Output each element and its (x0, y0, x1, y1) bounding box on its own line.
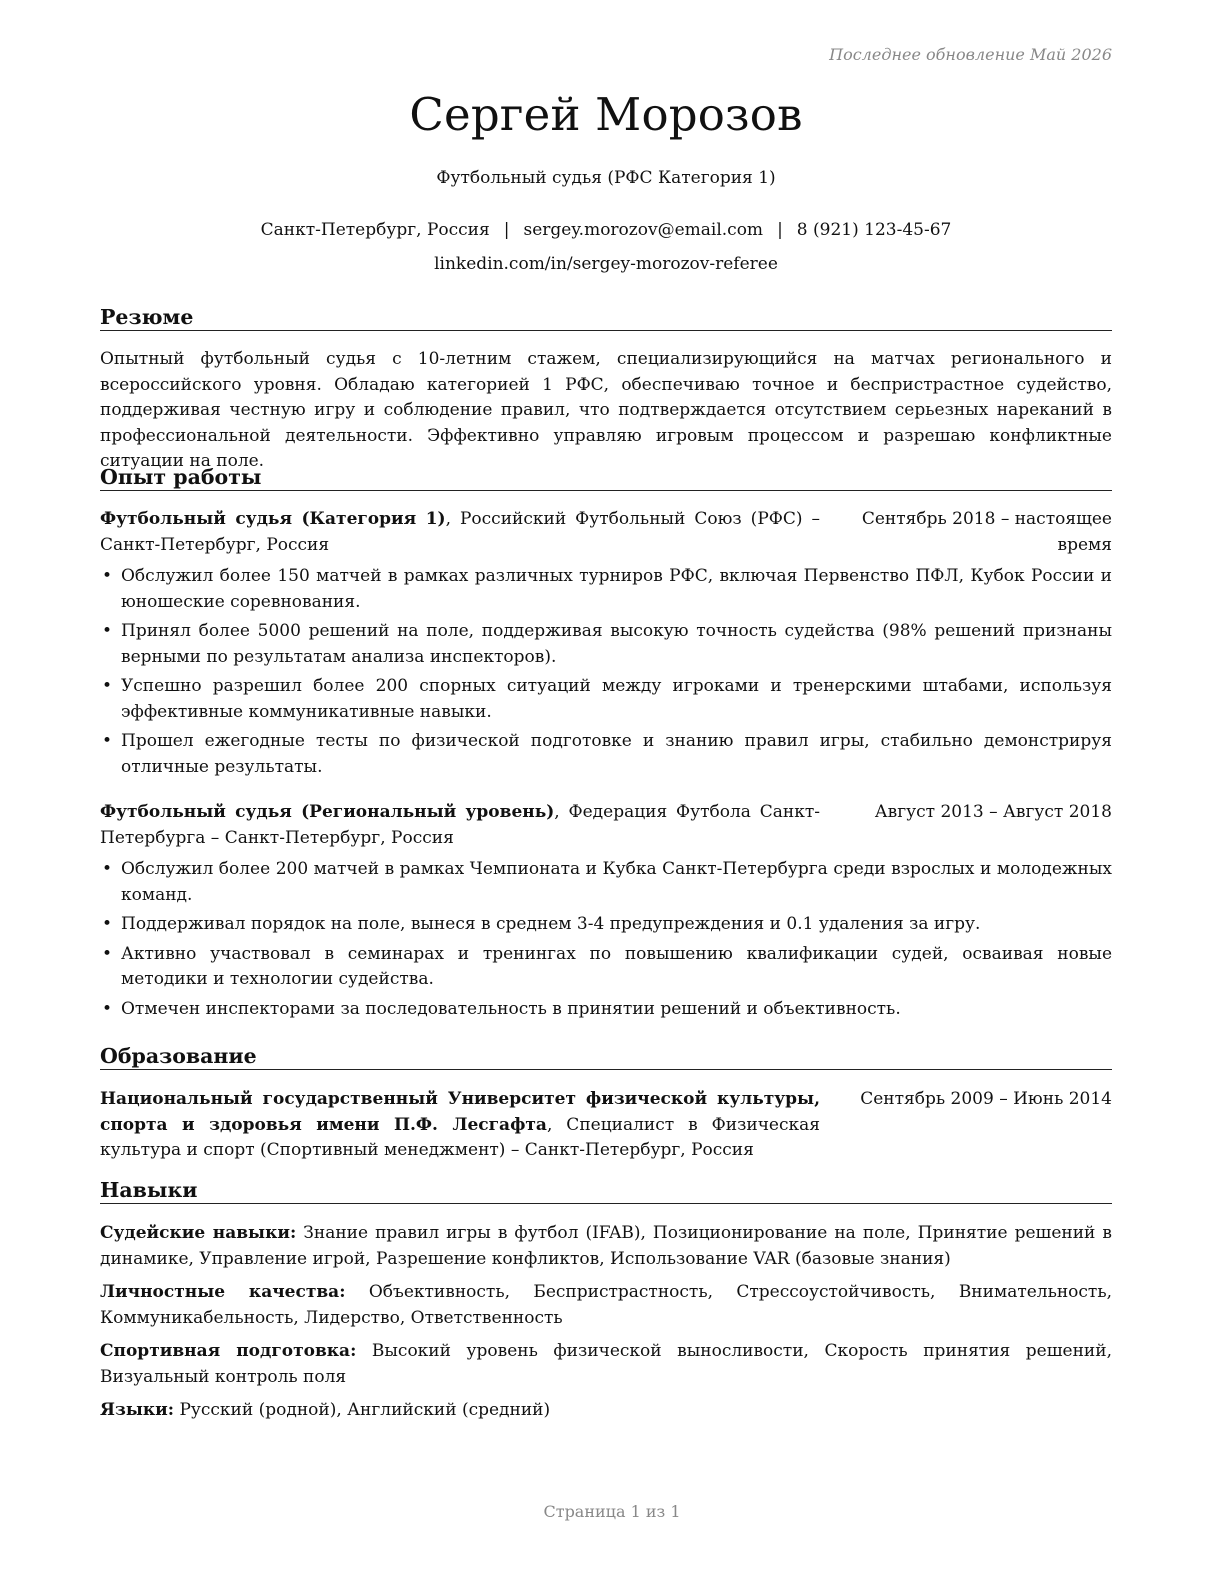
job-header (100, 800, 1112, 851)
skill-row (100, 1339, 1112, 1390)
job-dates: Сентябрь 2018 – настоящее время (861, 509, 1112, 555)
job-role: Футбольный судья (Категория 1) (100, 509, 446, 529)
job-entry (100, 800, 1112, 1026)
last-updated: Последнее обновление Май 2026 (829, 45, 1112, 64)
job-dates: Август 2013 – Август 2018 (874, 802, 1112, 822)
candidate-subtitle: Футбольный судья (РФС Категория 1) (436, 168, 776, 188)
list-item: • Отмечен инспекторами за последовательность в принятии решений и объективность. (100, 997, 1112, 1023)
separator: | (777, 220, 783, 240)
skills-list (100, 1221, 1112, 1432)
job-bullets (100, 857, 1112, 1022)
degree-details: , Специалист в Физическая культура и спорт (Спортивный менеджмент) – Санкт-Петербург, Россия (100, 1114, 820, 1160)
page-footer: Страница 1 из 1 (543, 1502, 681, 1521)
education-line (100, 1087, 820, 1164)
job-org: , Федерация Футбола Санкт-Петербурга – Санкт-Петербург, Россия (100, 802, 820, 848)
summary-text: Опытный футбольный судья с 10-летним стажем, специализирующийся на матчах регионального и всероссийского уровня. Обладаю категорией 1 РФС, обеспечиваю точное и беспристрастное судейство, поддерживая честную игру и соблюдение правил, что подтверждается отсутствием серьезных нареканий в профессиональной деятельности. Эффективно управляю игровым процессом и разрешаю конфликтные ситуации на поле. (100, 349, 1112, 471)
skill-text: Русский (родной), Английский (средний) (174, 1400, 551, 1420)
skill-text: Знание правил игры в футбол (IFAB), Позиционирование на поле, Принятие решений в динамике, Управление игрой, Разрешение конфликтов, Использование VAR (базовые знания) (100, 1223, 1112, 1269)
list-item: • Успешно разрешил более 200 спорных ситуаций между игроками и тренерскими штабами, используя эффективные коммуникативные навыки. (100, 674, 1112, 725)
skill-label: Языки: (100, 1400, 175, 1420)
education-header (100, 1087, 1112, 1164)
job-entry (100, 507, 1112, 784)
section-title-education: Образование (100, 1044, 1112, 1070)
phone: 8 (921) 123-45-67 (796, 220, 952, 240)
list-item: • Принял более 5000 решений на поле, поддерживая высокую точность судейства (98% решений признаны верными по результатам анализа инспекторов). (100, 619, 1112, 670)
section-title-summary: Резюме (100, 305, 1112, 331)
contact-line (100, 220, 1112, 240)
list-item: • Поддерживал порядок на поле, вынеся в среднем 3-4 предупреждения и 0.1 удаления за игру. (100, 912, 1112, 938)
skill-row (100, 1221, 1112, 1272)
candidate-name: Сергей Морозов (409, 88, 803, 141)
separator: | (503, 220, 510, 240)
skill-row (100, 1280, 1112, 1331)
education-dates: Сентябрь 2009 – Июнь 2014 (860, 1089, 1112, 1109)
skill-label: Спортивная подготовка: (100, 1341, 357, 1361)
list-item: • Прошел ежегодные тесты по физической подготовке и знанию правил игры, стабильно демонстрируя отличные результаты. (100, 729, 1112, 780)
email-link[interactable]: sergey.morozov@email.com (523, 220, 764, 240)
list-item: • Обслужил более 200 матчей в рамках Чемпионата и Кубка Санкт-Петербурга среди взрослых и молодежных команд. (100, 857, 1112, 908)
list-item: • Активно участвовал в семинарах и тренингах по повышению квалификации судей, осваивая новые методики и технологии судейства. (100, 942, 1112, 993)
skill-label: Судейские навыки: (100, 1223, 297, 1243)
section-title-skills: Навыки (100, 1178, 1112, 1204)
job-org: , Российский Футбольный Союз (РФС) – Санкт-Петербург, Россия (100, 509, 820, 555)
job-header (100, 507, 1112, 558)
list-item: • Обслужил более 150 матчей в рамках различных турниров РФС, включая Первенство ПФЛ, Кубок России и юношеские соревнования. (100, 564, 1112, 615)
job-title-line (100, 507, 820, 558)
skill-text: Объективность, Беспристрастность, Стрессоустойчивость, Внимательность, Коммуникабельность, Лидерство, Ответственность (100, 1282, 1112, 1328)
section-title-experience: Опыт работы (100, 465, 1112, 491)
skill-text: Высокий уровень физической выносливости, Скорость принятия решений, Визуальный контроль поля (100, 1341, 1112, 1387)
job-title-line (100, 800, 820, 851)
location: Санкт-Петербург, Россия (260, 220, 490, 240)
skill-row (100, 1398, 1112, 1424)
skill-label: Личностные качества: (100, 1282, 346, 1302)
education-entry (100, 1087, 1112, 1164)
job-role: Футбольный судья (Региональный уровень) (100, 802, 555, 822)
school-name: Национальный государственный Университет физической культуры, спорта и здоровья имени П.Ф. Лесгафта (100, 1089, 820, 1135)
job-bullets (100, 564, 1112, 780)
linkedin-link[interactable]: linkedin.com/in/sergey-morozov-referee (434, 254, 778, 274)
